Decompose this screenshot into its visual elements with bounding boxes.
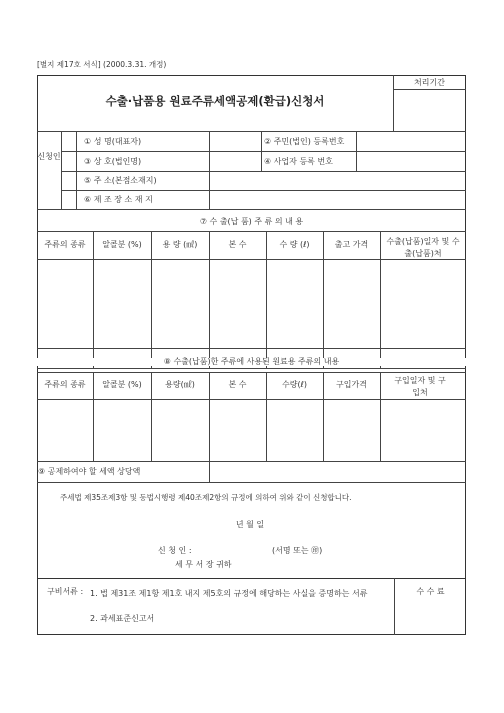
export-col-price: 출고 가격 (334, 240, 369, 249)
material-col-type: 주류의 종류 (44, 380, 86, 389)
export-col-alcohol: 알콜분 (%) (102, 240, 142, 249)
deduction-label: ⑨ 공제하여야 할 세액 상당액 (38, 467, 141, 476)
material-col-date-source: 구입일자 및 구입처 (394, 376, 446, 397)
material-section-title: ⑧ 수출(납품)한 주류에 사용된 원료용 주류의 내용 (37, 358, 466, 366)
document-item-1: 1. 법 제31조 제1항 제1호 내지 제5호의 규정에 해당하는 사실을 증명하는 서류 (90, 589, 368, 598)
export-section-title: ⑦ 수 출(납 품) 주 류 의 내 용 (199, 217, 304, 226)
factory-location-label: ⑥ 제 조 장 소 재 지 (84, 195, 153, 204)
business-number-label: ④ 사업자 등록 번호 (264, 157, 333, 166)
documents-label: 구비서류 : (47, 587, 84, 596)
name-field[interactable] (210, 132, 260, 150)
registration-number-field[interactable] (357, 132, 465, 150)
document-item-2: 2. 과세표준신고서 (90, 614, 155, 623)
business-number-field[interactable] (357, 152, 465, 170)
material-col-volume: 용량(㎖) (165, 380, 195, 389)
export-col-quantity: 수 량 (ℓ) (279, 240, 310, 249)
export-col-date-destination: 수출(납품)일자 및 수출(납품)처 (386, 237, 460, 258)
business-name-field[interactable] (210, 152, 260, 170)
processing-period-label: 처리기간 (414, 78, 445, 87)
applicant-signature-label: 신 청 인 : (158, 546, 192, 555)
deduction-amount-field[interactable] (210, 462, 465, 481)
date-line: 년 월 일 (235, 520, 265, 529)
form-title: 수출·납품용 원료주류세액공제(환급)신청서 (105, 94, 325, 108)
export-col-volume: 용 량 (㎖) (162, 240, 198, 249)
export-col-count: 본 수 (228, 240, 247, 249)
material-table-body[interactable] (38, 400, 465, 460)
export-col-type: 주류의 종류 (44, 240, 86, 249)
registration-number-label: ② 주민(법인) 등록번호 (264, 137, 345, 146)
form-number: [별지 제17호 서식] (2000.3.31. 개정) (37, 60, 167, 69)
factory-location-field[interactable] (210, 191, 465, 208)
material-col-price: 구입가격 (336, 380, 367, 389)
declaration-text: 주세법 제35조제3항 및 동법시행령 제40조제2항의 규정에 의하여 위와 같이 신청합니다. (60, 493, 352, 502)
name-label: ① 성 명(대표자) (84, 137, 142, 146)
applicant-side-label: 신청인 (37, 152, 61, 161)
material-col-quantity: 수량(ℓ) (281, 380, 307, 389)
material-col-count: 본 수 (228, 380, 247, 389)
address-label: ⑤ 주 소(본점소재지) (84, 176, 157, 185)
export-table-body[interactable] (38, 260, 465, 367)
business-name-label: ③ 상 호(법인명) (84, 157, 142, 166)
recipient-line: 세 무 서 장 귀하 (175, 560, 232, 569)
material-col-alcohol: 알콜분 (%) (102, 380, 142, 389)
fee-frame (37, 578, 466, 635)
fee-label: 수 수 료 (416, 587, 445, 596)
signature-note: (서명 또는 ㊞) (272, 546, 323, 555)
address-field[interactable] (210, 172, 465, 189)
